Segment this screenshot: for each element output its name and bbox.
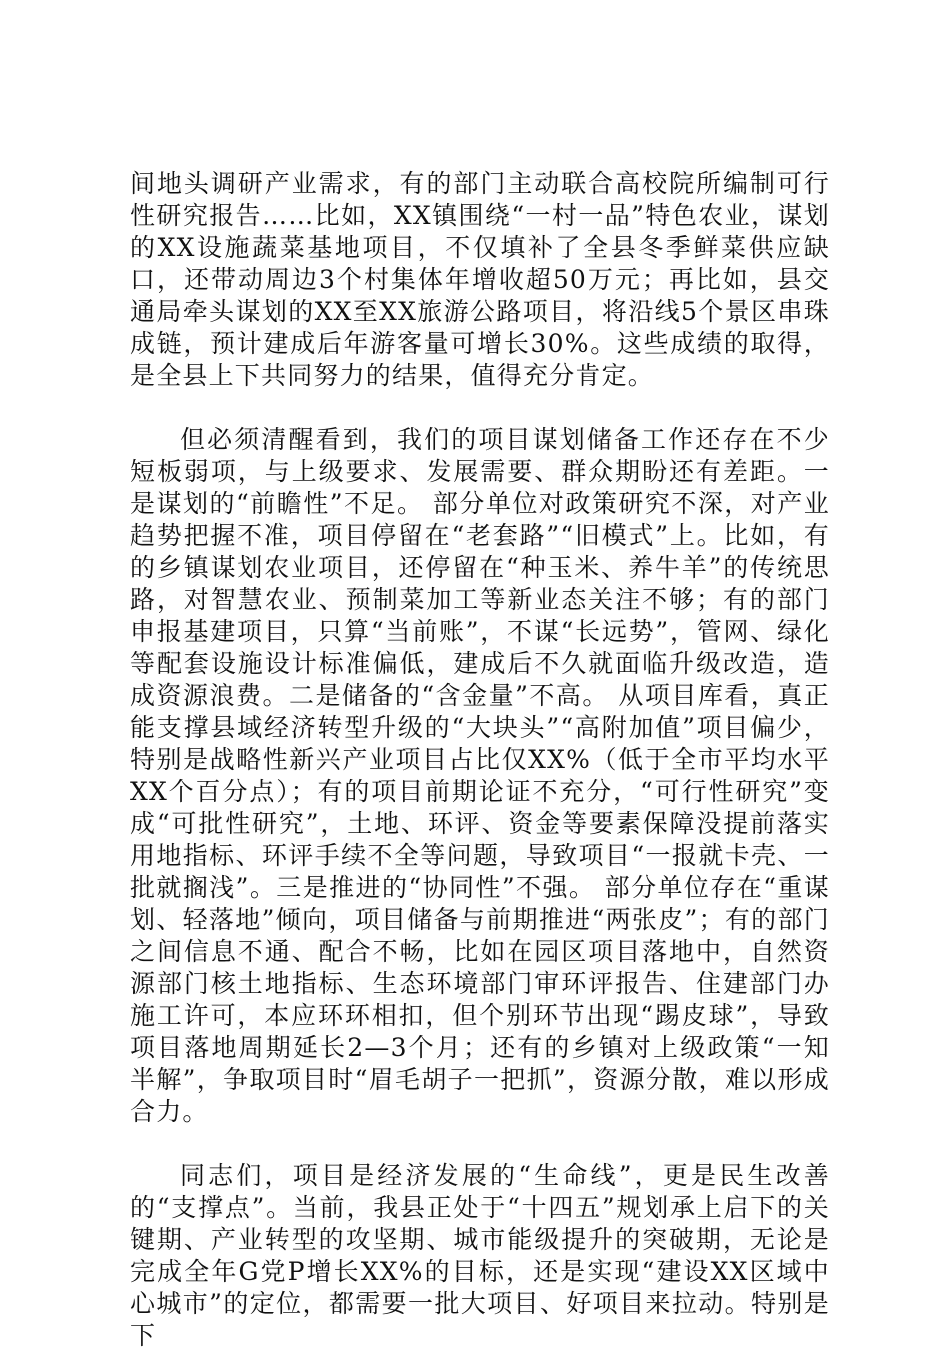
paragraph-3: 同志们，项目是经济发展的“生命线”，更是民生改善的“支撑点”。当前，我县正处于“十四五”规划承上启下的关键期、产业转型的攻坚期、城市能级提升的突破期，无论是完成全年G党P增长XX%的目标，还是实现“建设XX区域中心城市”的定位，都需要一批大项目、好项目来拉动。特别是下	[130, 1161, 830, 1350]
paragraph-gap	[130, 392, 830, 424]
paragraph-2: 但必须清醒看到，我们的项目谋划储备工作还存在不少短板弱项，与上级要求、发展需要、群众期盼还有差距。一是谋划的“前瞻性”不足。 部分单位对政策研究不深，对产业趋势把握不准，项目停留在“老套路”“旧模式”上。比如，有的乡镇谋划农业项目，还停留在“种玉米、养牛羊”的传统思路，对智慧农业、预制菜加工等新业态关注不够；有的部门申报基建项目，只算“当前账”，不谋“长远势”，管网、绿化等配套设施设计标准偏低，建成后不久就面临升级改造，造成资源浪费。二是储备的“含金量”不高。 从项目库看，真正能支撑县域经济转型升级的“大块头”“高附加值”项目偏少，特别是战略性新兴产业项目占比仅XX%（低于全市平均水平XX个百分点）；有的项目前期论证不充分，“可行性研究”变成“可批性研究”，土地、环评、资金等要素保障没提前落实用地指标、环评手续不全等问题，导致项目“一报就卡壳、一批就搁浅”。三是推进的“协同性”不强。 部分单位存在“重谋划、轻落地”倾向，项目储备与前期推进“两张皮”；有的部门之间信息不通、配合不畅，比如在园区项目落地中，自然资源部门核土地指标、生态环境部门审环评报告、住建部门办施工许可，本应环环相扣，但个别环节出现“踢皮球”，导致项目落地周期延长2—3个月；还有的乡镇对上级政策“一知半解”，争取项目时“眉毛胡子一把抓”，资源分散，难以形成合力。	[130, 425, 830, 1126]
document-body	[130, 168, 830, 1352]
paragraph-gap	[130, 1128, 830, 1160]
paragraph-1: 间地头调研产业需求，有的部门主动联合高校院所编制可行性研究报告……比如，XX镇围绕“一村一品”特色农业，谋划的XX设施蔬菜基地项目，不仅填补了全县冬季鲜菜供应缺口，还带动周边3个村集体年增收超50万元；再比如，县交通局牵头谋划的XX至XX旅游公路项目，将沿线5个景区串珠成链，预计建成后年游客量可增长30%。这些成绩的取得，是全县上下共同努力的结果，值得充分肯定。	[130, 169, 830, 390]
